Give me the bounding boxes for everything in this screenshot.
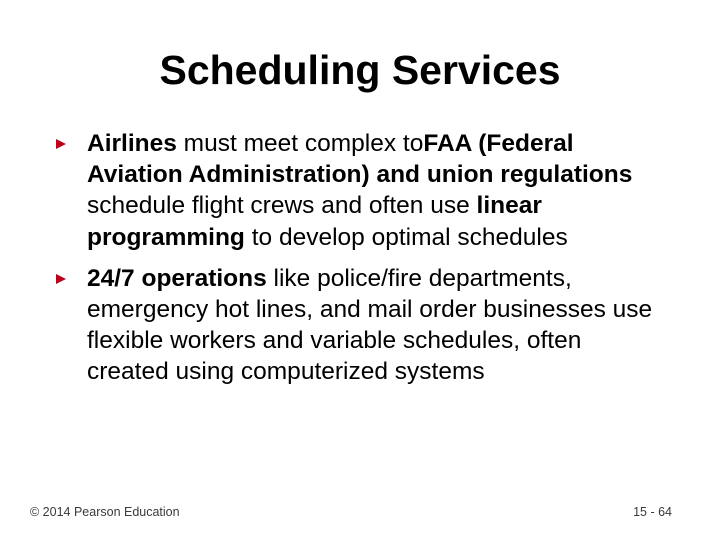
bullet-text bbox=[87, 130, 632, 251]
plain-text: to develop optimal schedules bbox=[244, 223, 568, 251]
bold-text: linear programming bbox=[87, 192, 542, 251]
bullet-arrow-icon bbox=[56, 139, 66, 149]
bullet-text bbox=[87, 265, 652, 386]
bold-text: 24/7 operations bbox=[87, 264, 267, 292]
page-number: 15 - 64 bbox=[633, 505, 672, 519]
bold-text: FAA (Federal Aviation Administration) and union regulations bbox=[87, 130, 633, 189]
bullet-item bbox=[56, 128, 656, 253]
bullet-arrow-icon bbox=[56, 274, 66, 284]
plain-text: schedule flight crews and often use bbox=[87, 192, 477, 220]
bullet-item bbox=[56, 263, 656, 388]
bold-text: Airlines bbox=[87, 130, 177, 157]
bullet-list bbox=[56, 128, 656, 398]
copyright-footer: © 2014 Pearson Education bbox=[30, 505, 180, 519]
plain-text: must meet complex to bbox=[176, 130, 424, 157]
slide-title: Scheduling Services bbox=[159, 47, 561, 93]
plain-text: like police/fire departments, emergency hot lines, and mail order businesses use flexible workers and variable schedules, often created using computerized systems bbox=[87, 264, 653, 386]
